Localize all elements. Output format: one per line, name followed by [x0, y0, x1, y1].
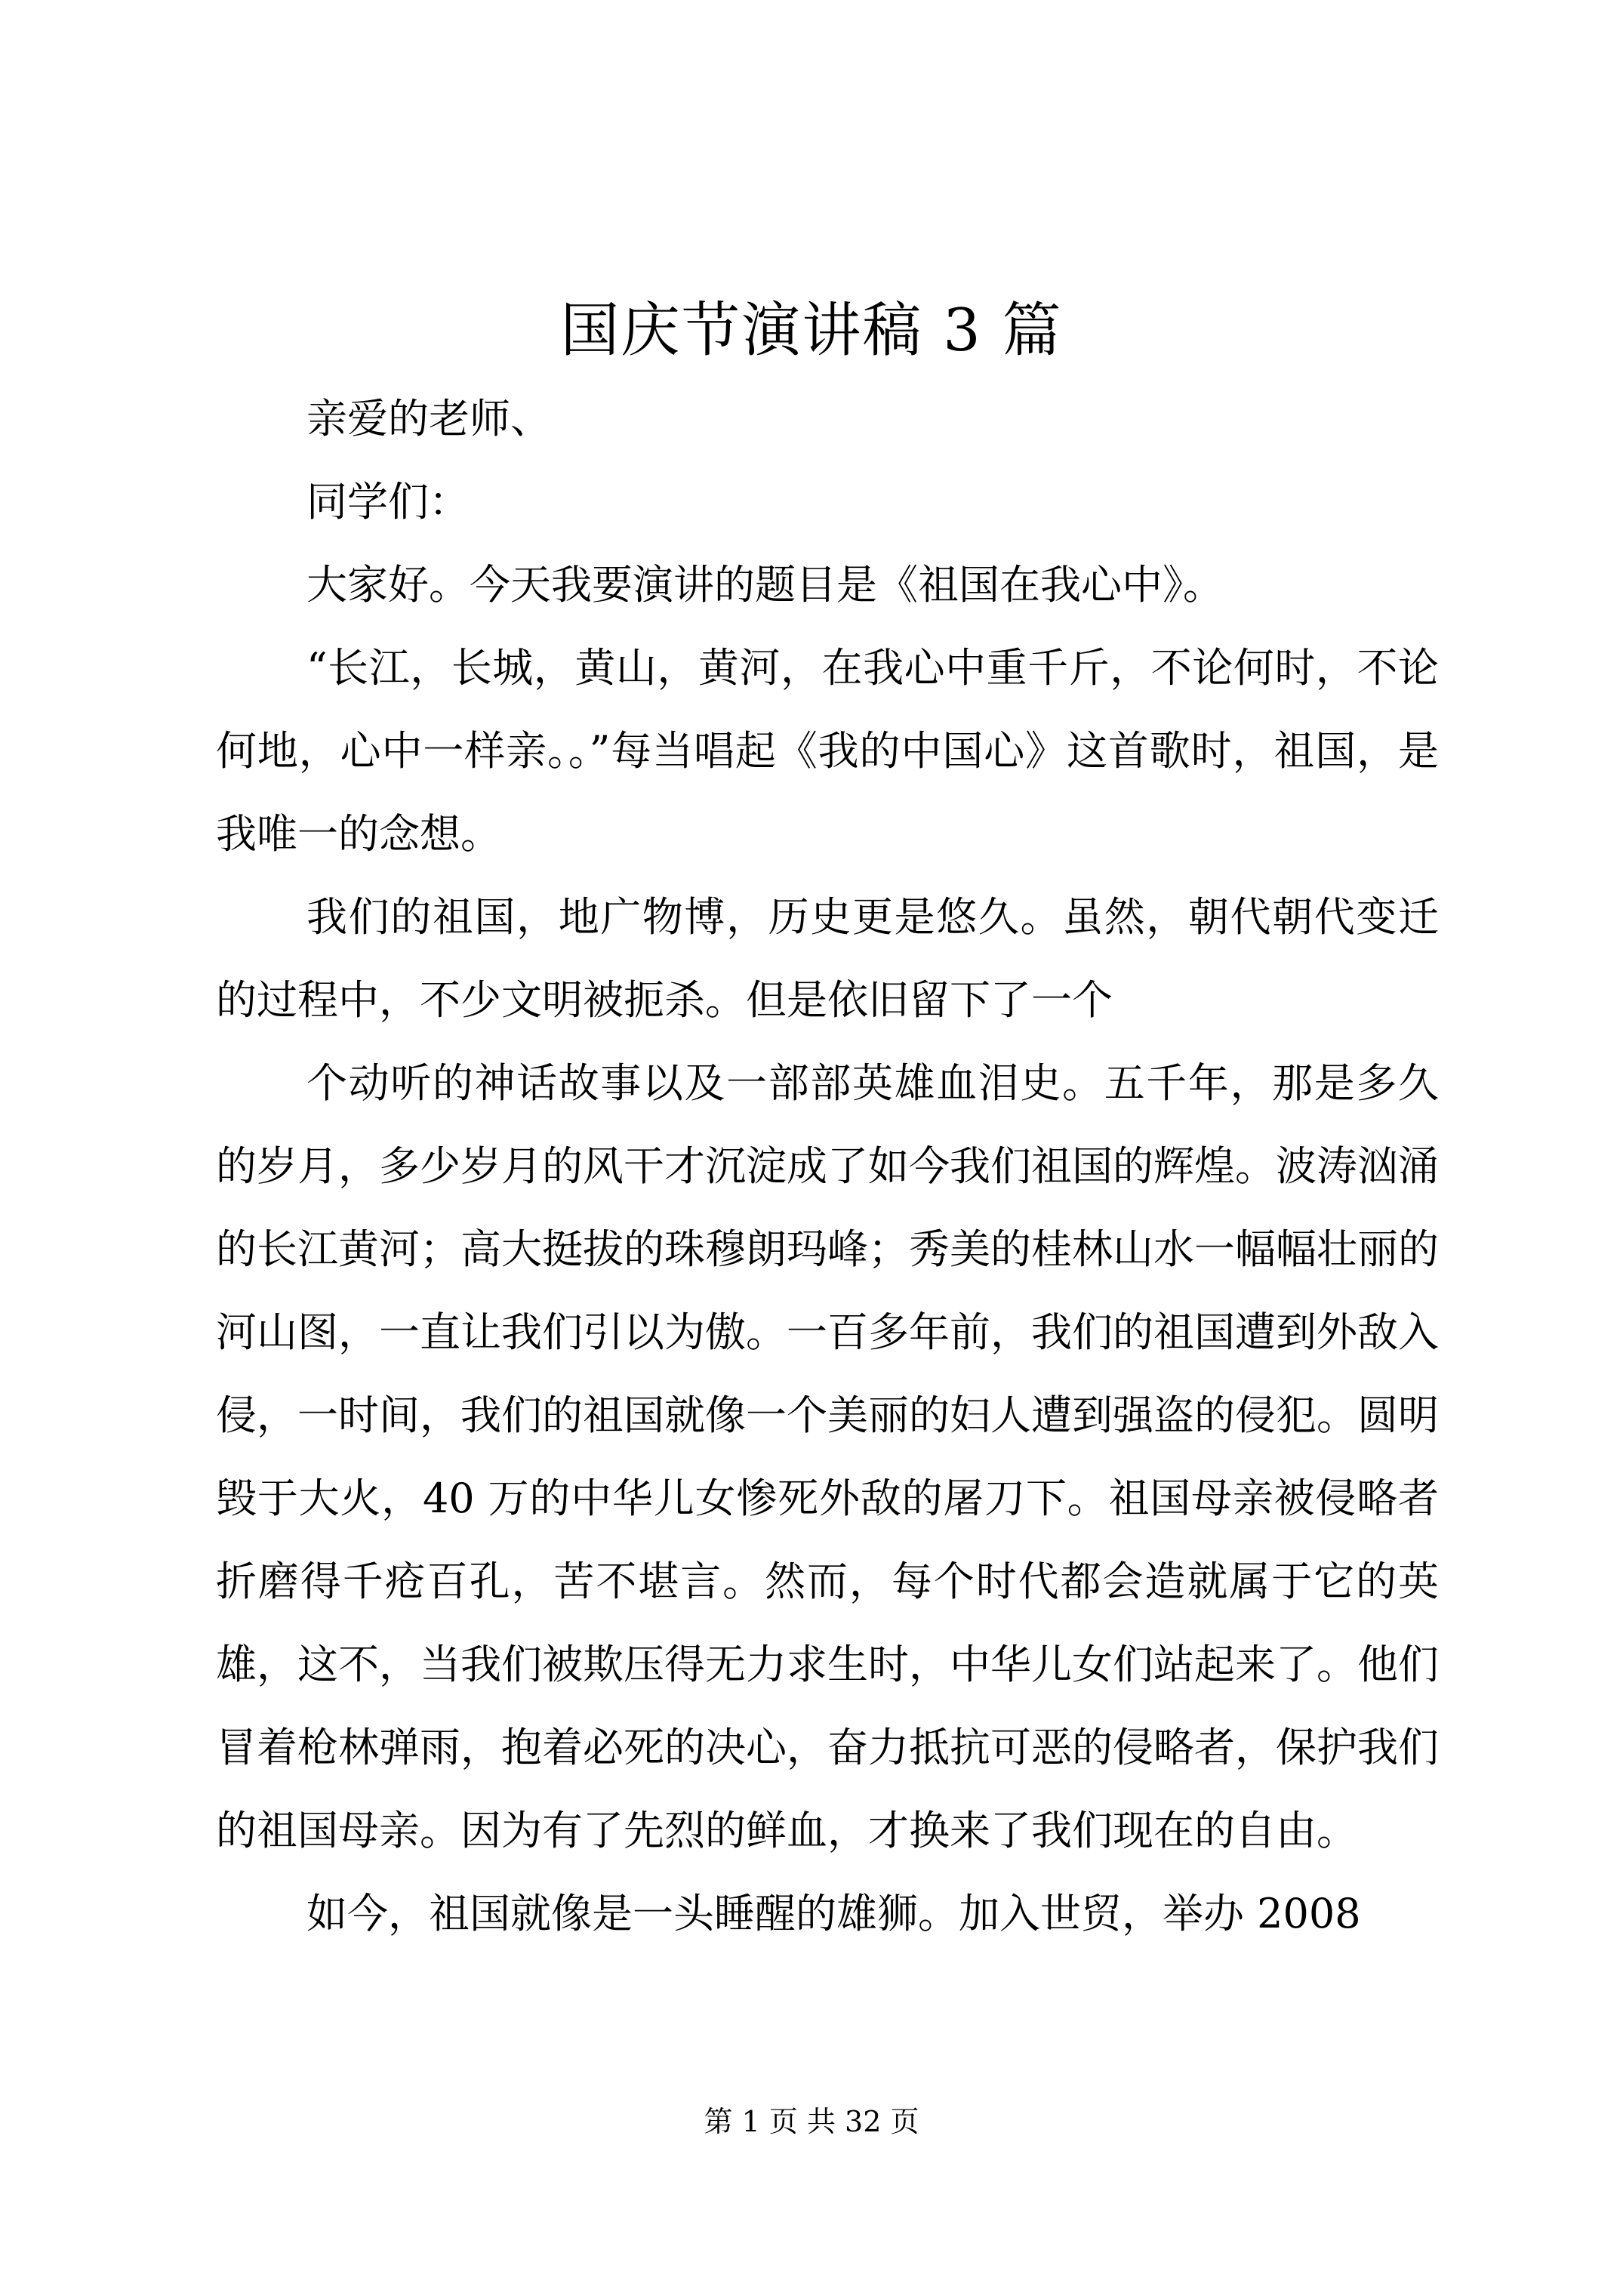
paragraph-audience: 同学们： — [306, 478, 470, 525]
paragraph-intro: 大家好。今天我要演讲的题目是《祖国在我心中》。 — [306, 561, 1224, 609]
paragraph-greeting: 亲爱的老师、 — [306, 395, 551, 442]
page-footer: 第 1 页 共 32 页 — [704, 2105, 919, 2138]
document-body — [216, 378, 1439, 1955]
paragraph-history: 我们的祖国，地广物博，历史更是悠久。虽然，朝代朝代变迁的过程中，不少文明被扼杀。但是依旧留下了一个 — [216, 893, 1439, 1024]
paragraph-heroes: 个动听的神话故事以及一部部英雄血泪史。五千年，那是多久的岁月，多少岁月的风干才沉淀成了如今我们祖国的辉煌。波涛汹涌的长江黄河；高大挺拔的珠穆朗玛峰；秀美的桂林山水一幅幅壮丽的河山图，一直让我们引以为傲。一百多年前，我们的祖国遭到外敌入侵，一时间，我们的祖国就像一个美丽的妇人遭到强盗的侵犯。圆明毁于大火，40 万的中华儿女惨死外敌的屠刀下。祖国母亲被侵略者折磨得千疮百孔，苦不堪言。然而，每个时代都会造就属于它的英雄，这不，当我们被欺压得无力求生时，中华儿女们站起来了。他们冒着枪林弹雨，抱着必死的决心，奋力抵抗可恶的侵略者，保护我们的祖国母亲。因为有了先烈的鲜血，才换来了我们现在的自由。 — [216, 1059, 1439, 1854]
paragraph-song-quote: “长江，长城，黄山，黄河，在我心中重千斤，不论何时，不论何地，心中一样亲。。”每当唱起《我的中国心》这首歌时，祖国，是我唯一的念想。 — [216, 644, 1439, 858]
document-title: 国庆节演讲稿 3 篇 — [560, 297, 1063, 365]
paragraph-today: 如今，祖国就像是一头睡醒的雄狮。加入世贸，举办 2008 — [306, 1890, 1361, 1937]
